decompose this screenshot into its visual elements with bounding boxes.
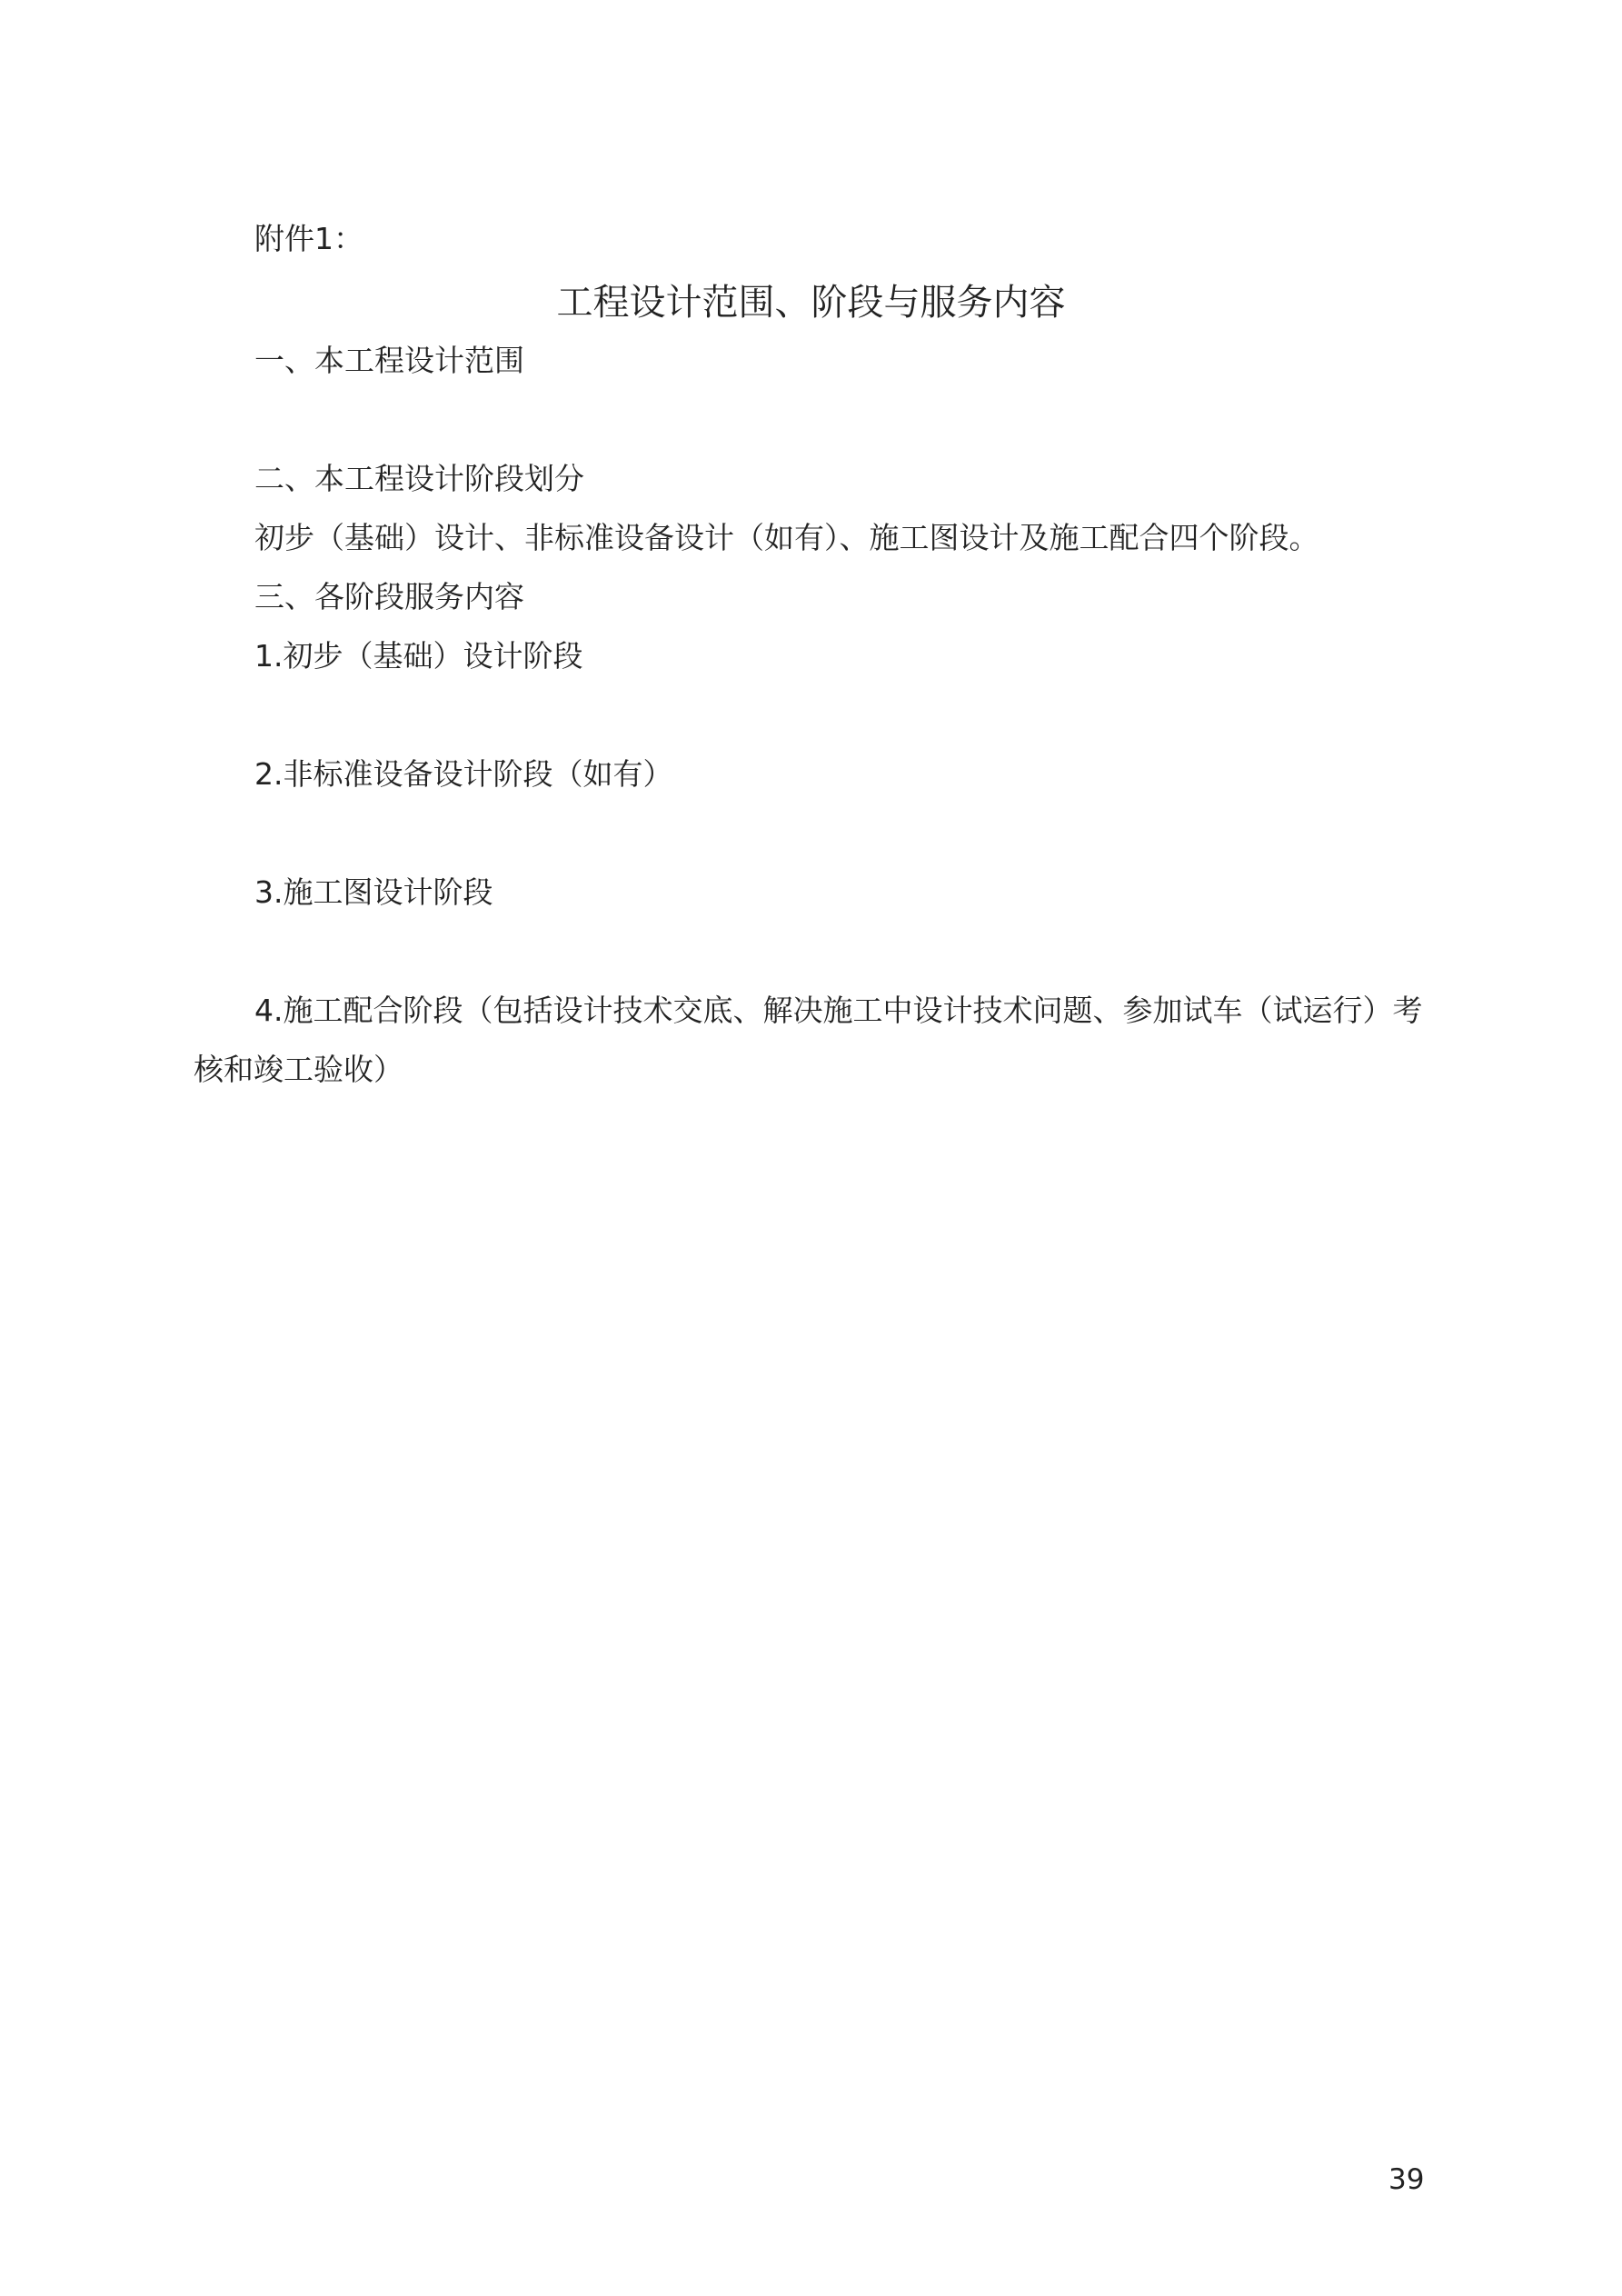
section1-heading: 一、本工程设计范围 (254, 343, 524, 378)
section3-heading: 三、各阶段服务内容 (254, 579, 524, 614)
item-4-line-2: 核和竣工验收） (194, 1052, 403, 1087)
section2-heading: 二、本工程设计阶段划分 (254, 461, 584, 496)
document-title: 工程设计范围、阶段与服务内容 (556, 282, 1066, 324)
item-3: 3.施工图设计阶段 (254, 874, 493, 910)
item-2: 2.非标准设备设计阶段（如有） (254, 756, 673, 792)
item-4-line-1: 4.施工配合阶段（包括设计技术交底、解决施工中设计技术问题、参加试车（试运行）考 (254, 993, 1423, 1028)
section2-text: 初步（基础）设计、非标准设备设计（如有）、施工图设计及施工配合四个阶段。 (254, 520, 1319, 555)
page-number: 39 (1388, 2163, 1425, 2196)
item-1: 1.初步（基础）设计阶段 (254, 638, 583, 674)
attachment-label: 附件1： (254, 221, 363, 256)
